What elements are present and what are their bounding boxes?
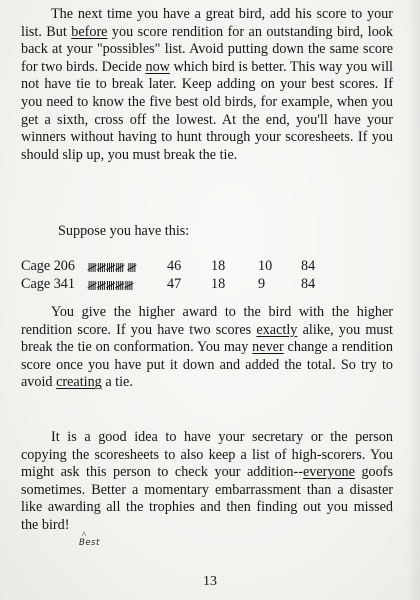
handwritten-caret: ^ <box>82 530 87 540</box>
p1-text-a: The next time you have a great bird, add his score to your list. But <box>21 6 393 40</box>
p3-text-c: change a rendition score once you have put it down and added the total. So try to avoid <box>21 339 393 391</box>
cage-label: Cage 206 <box>21 258 75 274</box>
cage-score-1: 46 <box>167 258 182 274</box>
tally-marks: 𝍸𝍸𝍸𝍸𝍸 <box>87 277 134 293</box>
cage-total: 84 <box>301 275 316 292</box>
tally-marks: 𝍸𝍸𝍸𝍸 𝍸 <box>87 260 136 275</box>
paragraph-3 <box>21 304 393 392</box>
cage-score-3: 10 <box>258 258 273 274</box>
p4-text-a: It is a good idea to have your secretary or the person copying the scoresheets to also keep a list of high-scorers. You might ask this person to check your addition-- <box>21 429 393 481</box>
p4-text-b: goofs sometimes. Better a momentary embarrassment than a disaster like awarding all the trophies and then finding out you missed the bird! <box>21 464 393 533</box>
p3-underlined-creating: creating <box>56 374 102 391</box>
p1-underlined-now: now <box>145 58 170 75</box>
cage-score-2: 18 <box>211 258 226 274</box>
page-number: 13 <box>203 574 217 589</box>
cage-score-1: 47 <box>167 275 182 292</box>
p3-underlined-never: never <box>252 339 284 356</box>
paragraph-4 <box>21 429 393 535</box>
cage-score-3: 9 <box>258 275 266 292</box>
p3-text-d: a tie. <box>101 374 133 391</box>
p3-text-a: You give the higher award to the bird with the higher rendition score. If you have two scores <box>21 304 393 338</box>
p1-text-b: you score rendition for an outstanding bird, look back at your "possibles" list. Avoid putting down the same score for two birds. Decide <box>21 23 393 75</box>
cage-label: Cage 341 <box>21 275 75 292</box>
paragraph-2: Suppose you have this: <box>58 223 190 239</box>
paragraph-1 <box>21 6 393 164</box>
page-edge-shadow <box>406 0 420 600</box>
p3-underlined-exactly: exactly <box>256 321 298 338</box>
p1-underlined-before: before <box>71 23 108 40</box>
p1-text-c: which bird is better. This way you will not have tie to break later. Keep adding on your best scores. If you need to know the five best old birds, for example, when you get a sixth, cross off the lowest. At the end, you'll have your winners without having to hunt through your scoresheets. If you should slip up, you must break the tie. <box>21 58 393 163</box>
cage-score-2: 18 <box>211 275 226 292</box>
handwritten-note: Best <box>79 538 100 548</box>
p3-text-b: alike, you must break the tie on conformation. You may <box>21 321 393 356</box>
cage-total: 84 <box>301 258 316 274</box>
p4-underlined-everyone: everyone <box>302 464 355 481</box>
